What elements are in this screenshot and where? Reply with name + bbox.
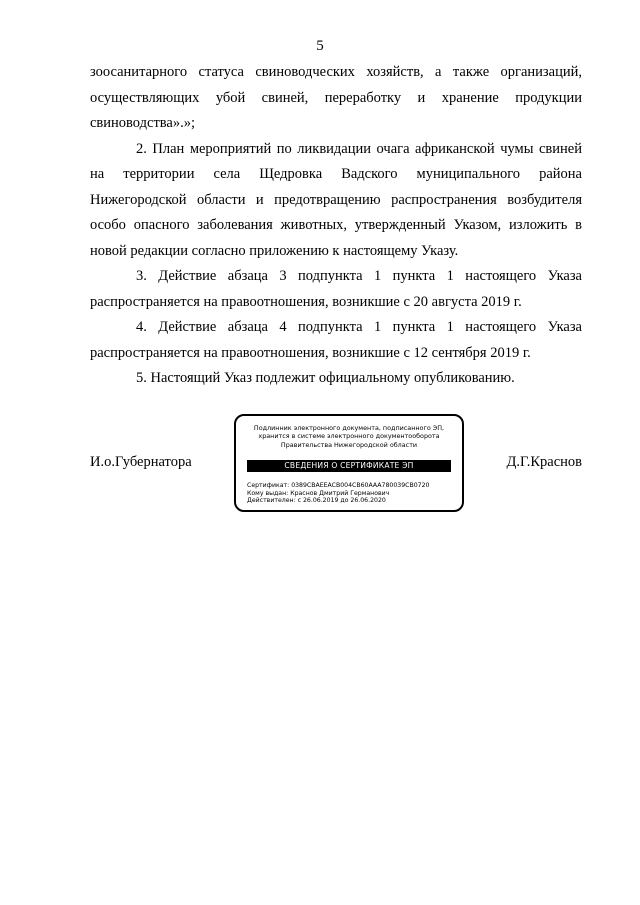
signatory-name: Д.Г.Краснов: [506, 454, 582, 470]
paragraph-item-3: 3. Действие абзаца 3 подпункта 1 пункта 1 настоящего Указа распространяется на правоотношения, возникшие с 20 августа 2019 г.: [90, 268, 582, 310]
document-body: [90, 60, 582, 392]
stamp-certificate-bar: СВЕДЕНИЯ О СЕРТИФИКАТЕ ЭП: [247, 460, 451, 472]
stamp-certificate-label: Сертификат:: [247, 482, 290, 489]
paragraph-continuation: зоосанитарного статуса свиноводческих хозяйств, а также организаций, осуществляющих убой свиней, переработку и хранение продукции свиноводства».»;: [90, 64, 582, 131]
page-number: 5: [316, 38, 324, 54]
stamp-header-line: хранится в системе электронного документооборота: [258, 432, 440, 441]
signature-block: [90, 414, 582, 518]
paragraph-item-4: 4. Действие абзаца 4 подпункта 1 пункта 1 настоящего Указа распространяется на правоотношения, возникшие с 12 сентября 2019 г.: [90, 319, 582, 361]
stamp-valid-label: Действителен:: [247, 497, 296, 505]
stamp-certificate-row: [247, 482, 454, 490]
stamp-valid-value: с 26.06.2019 до 26.06.2020: [297, 497, 386, 505]
stamp-valid-row: [247, 497, 454, 505]
stamp-header: [242, 424, 456, 449]
stamp-certificate-value: 0389CBAEEACB004CB60AAA780039CB0720: [291, 482, 430, 489]
stamp-issued-to-value: Краснов Дмитрий Германович: [290, 489, 390, 497]
signatory-title: И.о.Губернатора: [90, 454, 192, 470]
electronic-signature-stamp: [234, 414, 464, 512]
stamp-details: [247, 482, 454, 505]
stamp-header-line: Правительства Нижегородской области: [280, 440, 418, 449]
stamp-header-line: Подлинник электронного документа, подписанного ЭП,: [253, 424, 445, 432]
stamp-issued-to-label: Кому выдан:: [247, 489, 289, 497]
paragraph-item-2: 2. План мероприятий по ликвидации очага африканской чумы свиней на территории села Щедровка Вадского муниципального района Нижегородской области и предотвращению распространения возбудителя особо опасного заболевания животных, утвержденный Указом, изложить в новой редакции согласно приложению к настоящему Указу.: [90, 140, 582, 259]
paragraph-item-5: 5. Настоящий Указ подлежит официальному опубликованию.: [136, 370, 515, 386]
